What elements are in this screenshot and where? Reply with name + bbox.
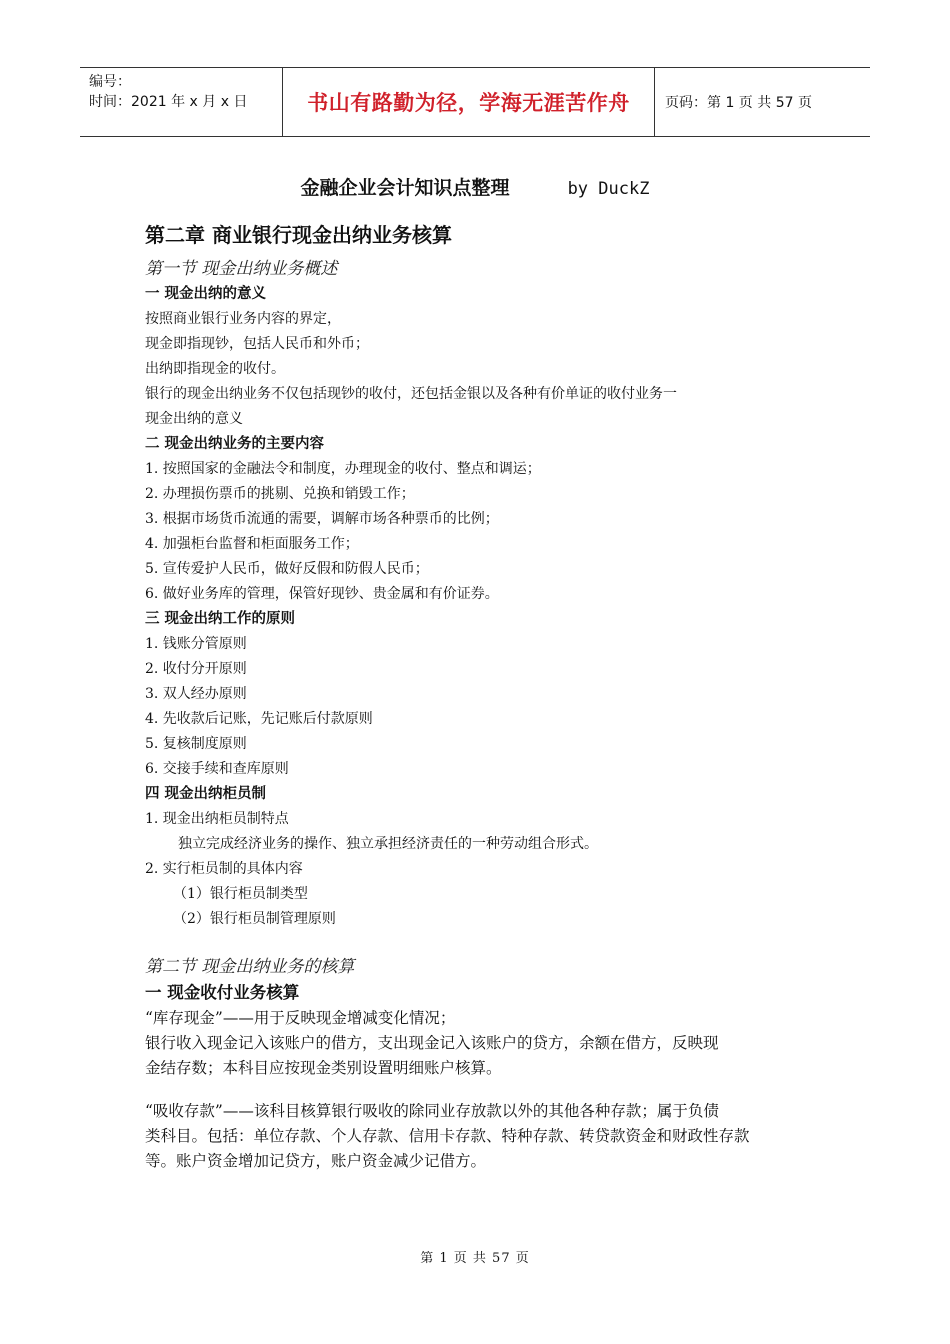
document-body (145, 218, 815, 1174)
section-2-heading: 第二节 现金出纳业务的核算 (145, 957, 355, 977)
list-item: 4. 加强柜台监督和柜面服务工作； (145, 536, 359, 552)
paragraph-line: 银行的现金出纳业务不仅包括现钞的收付，还包括金银以及各种有价单证的收付业务一 (145, 386, 677, 402)
paragraph-line: 银行收入现金记入该账户的借方，支出现金记入该账户的贷方，余额在借方，反映现 (145, 1034, 719, 1052)
paragraph-line: 现金即指现钞，包括人民币和外币； (145, 336, 369, 352)
paragraph-line: 现金出纳的意义 (145, 411, 243, 427)
spacer (145, 1081, 815, 1099)
part-1-heading: 一 现金出纳的意义 (145, 286, 267, 302)
list-item: 6. 做好业务库的管理，保管好现钞、贵金属和有价证券。 (145, 586, 499, 602)
part-3-heading: 三 现金出纳工作的原则 (145, 611, 296, 627)
paragraph-line: “库存现金”——用于反映现金增减变化情况； (145, 1009, 456, 1027)
title-author: by DuckZ (567, 179, 650, 199)
paragraph-line: 出纳即指现金的收付。 (145, 361, 285, 377)
sub-list-item: （2）银行柜员制管理原则 (173, 911, 336, 927)
number-label: 编号： (89, 74, 131, 90)
list-item: 5. 复核制度原则 (145, 736, 247, 752)
document-title (0, 173, 950, 200)
list-item: 5. 宣传爱护人民币，做好反假和防假人民币； (145, 561, 429, 577)
header-page-info: 页码：第 1 页 共 57 页 (665, 95, 812, 111)
paragraph-line: “吸收存款”——该科目核算银行吸收的除同业存放款以外的其他各种存款；属于负债 (145, 1102, 719, 1120)
section-1-heading: 第一节 现金出纳业务概述 (145, 259, 338, 279)
page-header (80, 67, 870, 137)
list-item: 6. 交接手续和查库原则 (145, 761, 289, 777)
title-main: 金融企业会计知识点整理 (300, 177, 510, 199)
list-item: 2. 收付分开原则 (145, 661, 247, 677)
list-item: 1. 钱账分管原则 (145, 636, 247, 652)
list-item: 2. 实行柜员制的具体内容 (145, 861, 303, 877)
list-item: 3. 根据市场货币流通的需要，调解市场各种票币的比例； (145, 511, 499, 527)
list-item: 2. 办理损伤票币的挑剔、兑换和销毁工作； (145, 486, 415, 502)
sub-list-item: （1）银行柜员制类型 (173, 886, 308, 902)
list-item: 1. 现金出纳柜员制特点 (145, 811, 289, 827)
part-4-heading: 四 现金出纳柜员制 (145, 786, 267, 802)
paragraph-line: 按照商业银行业务内容的界定， (145, 311, 341, 327)
part-2-heading: 二 现金出纳业务的主要内容 (145, 436, 325, 452)
section-2-part-1-heading: 一 现金收付业务核算 (145, 983, 300, 1002)
header-motto: 书山有路勤为径，学海无涯苦作舟 (282, 68, 655, 136)
paragraph-line: 类科目。包括：单位存款、个人存款、信用卡存款、特种存款、转贷款资金和财政性存款 (145, 1127, 750, 1145)
page-footer: 第 1 页 共 57 页 (420, 1251, 530, 1266)
paragraph-line: 等。账户资金增加记贷方，账户资金减少记借方。 (145, 1152, 487, 1170)
list-item: 1. 按照国家的金融法令和制度，办理现金的收付、整点和调运； (145, 461, 541, 477)
header-info-cell (80, 68, 282, 136)
time-label: 时间：2021 年 x 月 x 日 (89, 94, 248, 110)
list-item-description: 独立完成经济业务的操作、独立承担经济责任的一种劳动组合形式。 (178, 836, 598, 852)
chapter-heading: 第二章 商业银行现金出纳业务核算 (145, 223, 452, 247)
list-item: 4. 先收款后记账，先记账后付款原则 (145, 711, 373, 727)
paragraph-line: 金结存数；本科目应按现金类别设置明细账户核算。 (145, 1059, 502, 1077)
list-item: 3. 双人经办原则 (145, 686, 247, 702)
spacer (145, 932, 815, 954)
